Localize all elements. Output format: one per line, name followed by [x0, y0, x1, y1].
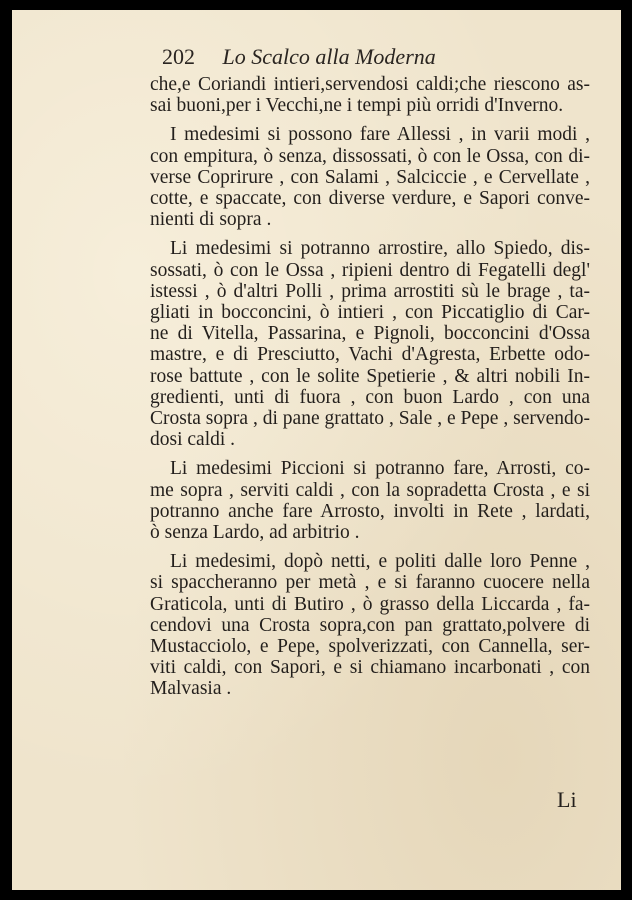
text-line: gredienti, unti di fuora , con buon Lardo , con una [150, 386, 590, 408]
text-line: che,e Coriandi intieri,servendosi caldi;che riescono as- [150, 74, 590, 95]
text-line: Mustacciolo, e Pepe, spolverizzati, con Cannella, ser- [150, 636, 590, 658]
paragraph [150, 458, 590, 543]
text-line: rose battute , con le solite Spetierie , & altri nobili In- [150, 365, 590, 387]
text-line: nienti di sopra . [150, 209, 272, 231]
text-line: sai buoni,per i Vecchi,ne i tempi più orridi d'Inverno. [150, 95, 564, 117]
text-line: con empitura, ò senza, dissossati, ò con le Ossa, con di- [150, 145, 590, 167]
paragraph [150, 551, 590, 699]
text-line: Malvasia . [150, 678, 232, 700]
page-number: 202 [162, 44, 195, 69]
text-line: Crosta sopra , di pane grattato , Sale , e Pepe , servendo- [150, 408, 590, 430]
text-line: viti caldi, con Sapori, e si chiamano incarbonati , con [150, 657, 590, 679]
paragraph [150, 238, 590, 450]
catchword: Li [557, 787, 577, 812]
text-line: istessi , ò d'altri Polli , prima arrostiti sù le brage , ta- [150, 280, 590, 302]
paragraph [150, 74, 590, 116]
text-line: I medesimi si possono fare Allessi , in varii modi , [170, 124, 590, 146]
text-line: gliati in bocconcini, ò intieri , con Piccatiglio di Car- [150, 302, 590, 324]
text-line: potranno anche fare Arrosto, involti in Rete , lardati, [150, 500, 590, 522]
text-line: dosi caldi . [150, 429, 236, 451]
text-line: Li medesimi Piccioni si potranno fare, Arrosti, co- [170, 458, 590, 480]
text-line: sossati, ò con le Ossa , ripieni dentro di Fegatelli degl' [150, 259, 590, 281]
text-line: ò senza Lardo, ad arbitrio . [150, 522, 360, 544]
text-line: ne di Vitella, Passarina, e Pignoli, bocconcini d'Ossa [150, 323, 590, 345]
running-title: Lo Scalco alla Moderna [222, 44, 436, 69]
text-line: cotte, e spaccate, con diverse verdure, e Sapori conve- [150, 188, 590, 210]
text-line: Graticola, unti di Butiro , ò grasso della Liccarda , fa- [150, 593, 590, 615]
text-line: me sopra , serviti caldi , con la sopradetta Crosta , e si [150, 479, 590, 501]
text-line: Li medesimi si potranno arrostire, allo Spiedo, dis- [170, 238, 590, 260]
text-line: Li medesimi, dopò netti, e politi dalle loro Penne , [170, 551, 590, 573]
text-line: si spaccheranno per metà , e si faranno cuocere nella [150, 572, 590, 594]
text-line: cendovi una Crosta sopra,con pan grattato,polvere di [150, 614, 590, 636]
book-page [12, 10, 621, 890]
paragraph [150, 124, 590, 230]
body-text [150, 74, 590, 708]
text-line: mastre, e di Presciutto, Vachi d'Agresta, Erbette odo- [150, 344, 590, 366]
text-line: verse Coprirure , con Salami , Salciccie , e Cervellate , [150, 166, 590, 188]
page-header [162, 44, 436, 72]
